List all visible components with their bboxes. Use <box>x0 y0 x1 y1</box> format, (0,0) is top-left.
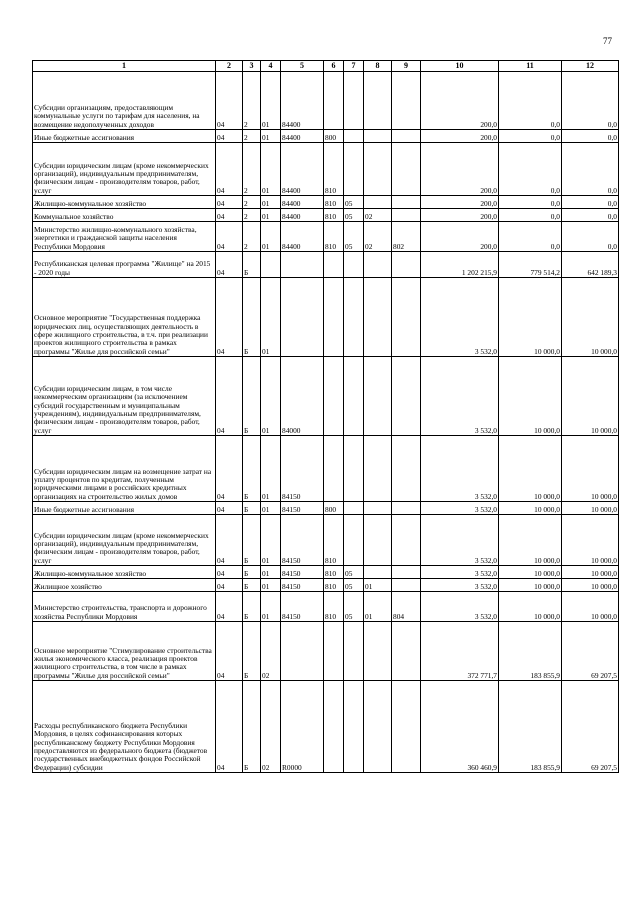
table-row <box>33 196 619 209</box>
code-9-cell <box>392 278 421 357</box>
code-2-cell: 04 <box>216 357 243 436</box>
code-7-cell <box>344 681 364 773</box>
row-name-cell: Субсидии юридическим лицам (кроме некоммерческих организаций), индивидуальным предпринимателям, физическим лицам - производителям товаров, работ, услуг <box>33 515 216 566</box>
code-8-cell: 02 <box>364 222 392 252</box>
code-6-cell <box>324 681 344 773</box>
header-row <box>33 61 619 72</box>
code-7-cell <box>344 515 364 566</box>
code-3-cell: Б <box>243 357 261 436</box>
table-row <box>33 209 619 222</box>
code-4-cell: 01 <box>261 209 281 222</box>
code-9-cell <box>392 209 421 222</box>
code-8-cell <box>364 143 392 196</box>
amount-col12-cell: 10 000,0 <box>562 502 619 515</box>
code-6-cell <box>324 436 344 502</box>
code-2-cell: 04 <box>216 209 243 222</box>
code-9-cell <box>392 579 421 592</box>
code-4-cell: 01 <box>261 196 281 209</box>
code-7-cell: 05 <box>344 196 364 209</box>
amount-col10-cell: 3 532,0 <box>421 436 499 502</box>
code-6-cell: 810 <box>324 209 344 222</box>
code-2-cell: 04 <box>216 143 243 196</box>
code-2-cell: 04 <box>216 566 243 579</box>
row-name-cell: Министерство жилищно-коммунального хозяйства, энергетики и гражданской защиты населения Республики Мордовия <box>33 222 216 252</box>
amount-col12-cell: 10 000,0 <box>562 592 619 622</box>
code-8-cell: 01 <box>364 579 392 592</box>
code-7-cell <box>344 622 364 681</box>
code-5-cell: 84400 <box>281 196 324 209</box>
row-name-cell: Жилищное хозяйство <box>33 579 216 592</box>
amount-col12-cell: 10 000,0 <box>562 566 619 579</box>
amount-col11-cell: 10 000,0 <box>499 592 562 622</box>
code-6-cell: 810 <box>324 592 344 622</box>
code-7-cell <box>344 143 364 196</box>
code-9-cell <box>392 502 421 515</box>
code-5-cell: 84400 <box>281 209 324 222</box>
code-2-cell: 04 <box>216 436 243 502</box>
table-row <box>33 72 619 130</box>
column-header-10: 10 <box>421 61 499 72</box>
code-4-cell: 02 <box>261 622 281 681</box>
code-8-cell <box>364 622 392 681</box>
row-name-cell: Жилищно-коммунальное хозяйство <box>33 566 216 579</box>
code-7-cell <box>344 72 364 130</box>
amount-col10-cell: 3 532,0 <box>421 579 499 592</box>
code-4-cell: 01 <box>261 579 281 592</box>
column-header-9: 9 <box>392 61 421 72</box>
table-row <box>33 592 619 622</box>
code-3-cell: 2 <box>243 72 261 130</box>
code-8-cell: 01 <box>364 592 392 622</box>
amount-col11-cell: 183 855,9 <box>499 622 562 681</box>
row-name-cell: Республиканская целевая программа "Жилище" на 2015 - 2020 годы <box>33 252 216 278</box>
code-4-cell: 01 <box>261 436 281 502</box>
row-name-cell: Субсидии юридическим лицам на возмещение затрат на уплату процентов по кредитам, полученным юридическими лицами в российских кредитных организациях на строительство жилых домов <box>33 436 216 502</box>
row-name-cell: Субсидии юридическим лицам, в том числе некоммерческим организациям (за исключением субсидий государственным и муниципальным учреждениям), индивидуальным предпринимателям, физическим лицам - производителям товаров, работ, услуг <box>33 357 216 436</box>
code-5-cell: 84400 <box>281 130 324 143</box>
row-name-cell: Расходы республиканского бюджета Республики Мордовия, в целях софинансирования которых республиканскому бюджету Республики Мордовия предоставляются из федерального бюджета (бюджетов государственных внебюджетных фондов Российской Федерации) субсидии <box>33 681 216 773</box>
amount-col10-cell: 200,0 <box>421 209 499 222</box>
column-header-6: 6 <box>324 61 344 72</box>
amount-col10-cell: 3 532,0 <box>421 566 499 579</box>
code-9-cell <box>392 681 421 773</box>
code-4-cell: 01 <box>261 130 281 143</box>
code-7-cell <box>344 130 364 143</box>
code-5-cell: 84150 <box>281 579 324 592</box>
code-9-cell <box>392 130 421 143</box>
code-8-cell <box>364 130 392 143</box>
table-row <box>33 502 619 515</box>
code-4-cell: 01 <box>261 502 281 515</box>
code-5-cell: 84000 <box>281 357 324 436</box>
amount-col12-cell: 10 000,0 <box>562 579 619 592</box>
row-name-cell: Субсидии юридическим лицам (кроме некоммерческих организаций), индивидуальным предпринимателям, физическим лицам - производителям товаров, работ, услуг <box>33 143 216 196</box>
code-3-cell: Б <box>243 681 261 773</box>
row-name-cell: Основное мероприятие "Стимулирование строительства жилья экономического класса, реализация проектов жилищного строительства, в том числе в рамках программы "Жилье для российской семьи" <box>33 622 216 681</box>
code-4-cell: 01 <box>261 222 281 252</box>
code-3-cell: Б <box>243 592 261 622</box>
code-7-cell <box>344 502 364 515</box>
code-8-cell <box>364 252 392 278</box>
code-3-cell: 2 <box>243 222 261 252</box>
table-row <box>33 622 619 681</box>
code-8-cell <box>364 436 392 502</box>
amount-col11-cell: 0,0 <box>499 143 562 196</box>
code-2-cell: 04 <box>216 278 243 357</box>
code-3-cell: Б <box>243 502 261 515</box>
code-3-cell: 2 <box>243 196 261 209</box>
code-9-cell <box>392 566 421 579</box>
code-6-cell: 810 <box>324 222 344 252</box>
code-6-cell <box>324 357 344 436</box>
amount-col11-cell: 0,0 <box>499 72 562 130</box>
table-row <box>33 130 619 143</box>
code-5-cell <box>281 622 324 681</box>
code-4-cell <box>261 252 281 278</box>
column-header-12: 12 <box>562 61 619 72</box>
code-3-cell: Б <box>243 566 261 579</box>
code-5-cell: 84150 <box>281 502 324 515</box>
amount-col10-cell: 200,0 <box>421 222 499 252</box>
amount-col10-cell: 200,0 <box>421 196 499 209</box>
code-4-cell: 01 <box>261 357 281 436</box>
amount-col10-cell: 200,0 <box>421 130 499 143</box>
code-6-cell: 810 <box>324 196 344 209</box>
column-header-2: 2 <box>216 61 243 72</box>
column-header-7: 7 <box>344 61 364 72</box>
code-8-cell <box>364 357 392 436</box>
code-5-cell: 84400 <box>281 72 324 130</box>
code-2-cell: 04 <box>216 681 243 773</box>
amount-col12-cell: 0,0 <box>562 143 619 196</box>
amount-col11-cell: 0,0 <box>499 196 562 209</box>
code-2-cell: 04 <box>216 252 243 278</box>
column-header-8: 8 <box>364 61 392 72</box>
budget-table <box>32 60 619 773</box>
code-5-cell <box>281 252 324 278</box>
amount-col12-cell: 0,0 <box>562 130 619 143</box>
code-9-cell <box>392 143 421 196</box>
code-8-cell <box>364 515 392 566</box>
amount-col11-cell: 779 514,2 <box>499 252 562 278</box>
code-9-cell <box>392 196 421 209</box>
row-name-cell: Коммунальное хозяйство <box>33 209 216 222</box>
code-3-cell: 2 <box>243 209 261 222</box>
amount-col11-cell: 10 000,0 <box>499 579 562 592</box>
amount-col12-cell: 0,0 <box>562 209 619 222</box>
page-number: 77 <box>603 36 612 46</box>
row-name-cell: Иные бюджетные ассигнования <box>33 130 216 143</box>
code-6-cell <box>324 72 344 130</box>
code-8-cell <box>364 72 392 130</box>
row-name-cell: Основное мероприятие "Государственная поддержка юридических лиц, осуществляющих деятельность в сфере жилищного строительства, в т.ч. при реализации проектов жилищного строительства в рамках программы "Жилье для российской семьи" <box>33 278 216 357</box>
code-5-cell <box>281 278 324 357</box>
amount-col11-cell: 0,0 <box>499 209 562 222</box>
amount-col12-cell: 10 000,0 <box>562 436 619 502</box>
column-header-5: 5 <box>281 61 324 72</box>
code-6-cell: 810 <box>324 515 344 566</box>
code-7-cell: 05 <box>344 566 364 579</box>
code-5-cell: 84400 <box>281 143 324 196</box>
code-7-cell: 05 <box>344 592 364 622</box>
amount-col10-cell: 360 460,9 <box>421 681 499 773</box>
code-2-cell: 04 <box>216 515 243 566</box>
table-row <box>33 252 619 278</box>
code-4-cell: 01 <box>261 515 281 566</box>
code-3-cell: 2 <box>243 143 261 196</box>
code-8-cell <box>364 566 392 579</box>
code-5-cell: 84150 <box>281 592 324 622</box>
row-name-cell: Жилищно-коммунальное хозяйство <box>33 196 216 209</box>
code-8-cell: 02 <box>364 209 392 222</box>
code-9-cell <box>392 515 421 566</box>
code-4-cell: 01 <box>261 72 281 130</box>
amount-col10-cell: 3 532,0 <box>421 502 499 515</box>
code-2-cell: 04 <box>216 502 243 515</box>
amount-col10-cell: 372 771,7 <box>421 622 499 681</box>
amount-col11-cell: 10 000,0 <box>499 436 562 502</box>
code-9-cell <box>392 357 421 436</box>
amount-col12-cell: 642 189,3 <box>562 252 619 278</box>
code-2-cell: 04 <box>216 222 243 252</box>
code-3-cell: 2 <box>243 130 261 143</box>
code-7-cell <box>344 436 364 502</box>
code-6-cell: 800 <box>324 502 344 515</box>
row-name-cell: Субсидии организациям, предоставляющим коммунальные услуги по тарифам для населения, на возмещение недополученных доходов <box>33 72 216 130</box>
code-2-cell: 04 <box>216 592 243 622</box>
code-5-cell: R0000 <box>281 681 324 773</box>
amount-col10-cell: 3 532,0 <box>421 357 499 436</box>
amount-col12-cell: 69 207,5 <box>562 681 619 773</box>
amount-col12-cell: 0,0 <box>562 72 619 130</box>
code-9-cell <box>392 72 421 130</box>
amount-col10-cell: 200,0 <box>421 143 499 196</box>
code-6-cell: 810 <box>324 143 344 196</box>
amount-col12-cell: 10 000,0 <box>562 515 619 566</box>
code-3-cell: Б <box>243 436 261 502</box>
amount-col11-cell: 10 000,0 <box>499 502 562 515</box>
amount-col12-cell: 10 000,0 <box>562 278 619 357</box>
code-6-cell <box>324 252 344 278</box>
table-row <box>33 357 619 436</box>
amount-col12-cell: 10 000,0 <box>562 357 619 436</box>
code-5-cell: 84150 <box>281 515 324 566</box>
code-9-cell <box>392 252 421 278</box>
code-2-cell: 04 <box>216 622 243 681</box>
code-3-cell: Б <box>243 515 261 566</box>
table-row <box>33 566 619 579</box>
code-3-cell: Б <box>243 579 261 592</box>
code-4-cell: 02 <box>261 681 281 773</box>
code-3-cell: Б <box>243 622 261 681</box>
code-6-cell: 800 <box>324 130 344 143</box>
code-3-cell: Б <box>243 252 261 278</box>
amount-col12-cell: 0,0 <box>562 196 619 209</box>
code-7-cell: 05 <box>344 209 364 222</box>
amount-col11-cell: 0,0 <box>499 130 562 143</box>
column-header-3: 3 <box>243 61 261 72</box>
code-5-cell: 84150 <box>281 436 324 502</box>
code-6-cell: 810 <box>324 566 344 579</box>
code-9-cell <box>392 436 421 502</box>
code-7-cell: 05 <box>344 222 364 252</box>
amount-col12-cell: 69 207,5 <box>562 622 619 681</box>
amount-col11-cell: 0,0 <box>499 222 562 252</box>
code-8-cell <box>364 196 392 209</box>
table-row <box>33 436 619 502</box>
code-8-cell <box>364 278 392 357</box>
column-header-11: 11 <box>499 61 562 72</box>
amount-col10-cell: 200,0 <box>421 72 499 130</box>
table-row <box>33 143 619 196</box>
table-row <box>33 278 619 357</box>
amount-col11-cell: 10 000,0 <box>499 357 562 436</box>
amount-col11-cell: 183 855,9 <box>499 681 562 773</box>
code-4-cell: 01 <box>261 592 281 622</box>
table-row <box>33 681 619 773</box>
table-row <box>33 515 619 566</box>
amount-col10-cell: 3 532,0 <box>421 592 499 622</box>
column-header-1: 1 <box>33 61 216 72</box>
amount-col11-cell: 10 000,0 <box>499 515 562 566</box>
code-3-cell: Б <box>243 278 261 357</box>
code-2-cell: 04 <box>216 579 243 592</box>
table-row <box>33 579 619 592</box>
code-9-cell: 804 <box>392 592 421 622</box>
code-7-cell <box>344 252 364 278</box>
amount-col10-cell: 1 202 215,9 <box>421 252 499 278</box>
amount-col10-cell: 3 532,0 <box>421 515 499 566</box>
column-header-4: 4 <box>261 61 281 72</box>
code-2-cell: 04 <box>216 196 243 209</box>
code-8-cell <box>364 681 392 773</box>
code-7-cell: 05 <box>344 579 364 592</box>
code-4-cell: 01 <box>261 278 281 357</box>
row-name-cell: Министерство строительства, транспорта и дорожного хозяйства Республики Мордовия <box>33 592 216 622</box>
code-2-cell: 04 <box>216 72 243 130</box>
code-8-cell <box>364 502 392 515</box>
code-4-cell: 01 <box>261 566 281 579</box>
code-7-cell <box>344 357 364 436</box>
amount-col11-cell: 10 000,0 <box>499 566 562 579</box>
code-5-cell: 84400 <box>281 222 324 252</box>
code-9-cell: 802 <box>392 222 421 252</box>
row-name-cell: Иные бюджетные ассигнования <box>33 502 216 515</box>
code-2-cell: 04 <box>216 130 243 143</box>
amount-col12-cell: 0,0 <box>562 222 619 252</box>
amount-col10-cell: 3 532,0 <box>421 278 499 357</box>
code-6-cell <box>324 278 344 357</box>
table-row <box>33 222 619 252</box>
code-6-cell <box>324 622 344 681</box>
code-6-cell: 810 <box>324 579 344 592</box>
code-7-cell <box>344 278 364 357</box>
code-4-cell: 01 <box>261 143 281 196</box>
code-9-cell <box>392 622 421 681</box>
amount-col11-cell: 10 000,0 <box>499 278 562 357</box>
code-5-cell: 84150 <box>281 566 324 579</box>
